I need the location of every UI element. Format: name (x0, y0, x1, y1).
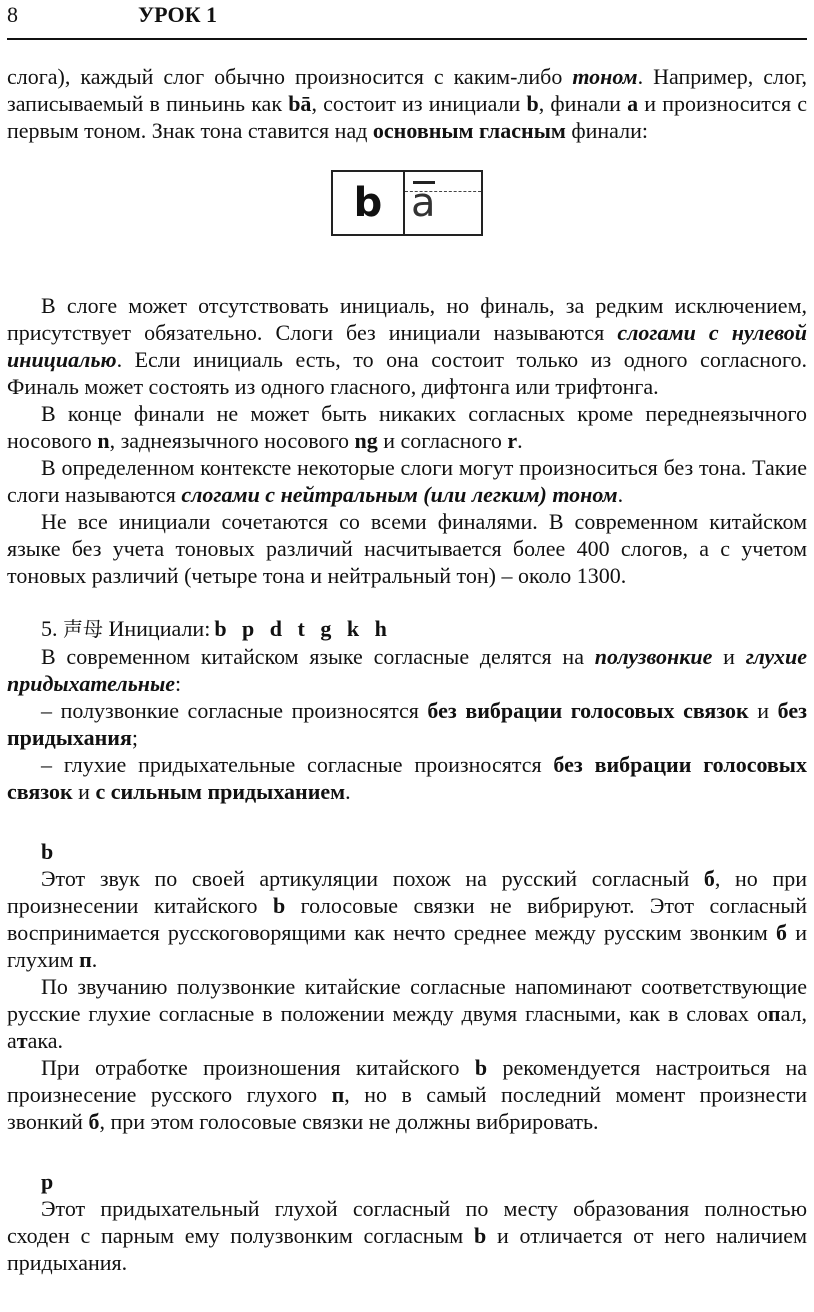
paragraph-b-articulation: Этот звук по своей артикуляции похож на русский согласный б, но при произнесении китайского b голосовые связки не вибрируют. Этот согласный воспринимается русскоговорящими как нечто среднее между русским звонким б и глухим п. (7, 866, 807, 972)
syllable-figure (331, 170, 483, 236)
lesson-title: УРОК 1 (138, 2, 218, 27)
intro-paragraph: слога), каждый слог обычно произносится с каким-либо тоном. Например, слог, записываемый в пиньинь как bā, состоит из инициали b, финали a и произносится с первым тоном. Знак тона ставится над основным гласным финали: (7, 64, 807, 143)
running-header (7, 0, 807, 40)
final-cell (405, 172, 481, 234)
paragraph-syllable-count: Не все инициали сочетаются со всеми финалями. В современном китайском языке без учета тоновых различий насчитывается более 400 слогов, а с учетом тоновых различий (четыре тона и нейтральный тон) – около 1300. (7, 509, 807, 588)
paragraph-zero-initial: В слоге может отсутствовать инициаль, но финаль, за редким исключением, присутствует обязательно. Слоги без инициали называются слогами с нулевой инициалью. Если инициаль есть, то она состоит только из одного согласного. Финаль может состоять из одного гласного, дифтонга или трифтонга. (7, 293, 807, 399)
paragraph-b-practice: При отработке произношения китайского b рекомендуется настроиться на произнесение русского глухого п, но в самый последний момент произнести звонкий б, при этом голосовые связки не должны вибрировать. (7, 1055, 807, 1134)
list-item-aspirated: – глухие придыхательные согласные произносятся без вибрации голосовых связок и с сильным придыханием. (7, 752, 807, 804)
consonant-heading-p: p (41, 1169, 54, 1194)
paragraph-neutral-tone: В определенном контексте некоторые слоги могут произноситься без тона. Такие слоги называются слогами с нейтральным (или легким) тоном. (7, 455, 807, 507)
paragraph-final-consonants: В конце финали не может быть никаких согласных кроме переднеязычного носового n, заднеязычного носового ng и согласного r. (7, 401, 807, 453)
section-heading-initials: 5. 声母 Инициали: b p d t g k h (41, 616, 387, 641)
paragraph-consonant-types: В современном китайском языке согласные делятся на полузвонкие и глухие придыхательные: (7, 644, 807, 696)
page-number: 8 (7, 2, 18, 27)
guide-line (405, 191, 481, 192)
book-page (7, 0, 807, 1276)
paragraph-p-articulation: Этот придыхательный глухой согласный по месту образования полностью сходен с парным ему полузвонким согласным b и отличается от него наличием придыхания. (7, 1196, 807, 1275)
final-letter: a (411, 180, 436, 226)
paragraph-b-sound: По звучанию полузвонкие китайские согласные напоминают соответствующие русские глухие согласные в положении между двумя гласными, как в словах опал, атака. (7, 974, 807, 1053)
first-tone-mark (413, 181, 435, 184)
initial-cell: b (333, 172, 405, 234)
list-item-semivoiced: – полузвонкие согласные произносятся без вибрации голосовых связок и без придыхания; (7, 698, 807, 750)
chinese-term: 声母 (63, 617, 103, 641)
initials-list: b p d t g k h (214, 616, 387, 641)
consonant-heading-b: b (41, 839, 54, 864)
